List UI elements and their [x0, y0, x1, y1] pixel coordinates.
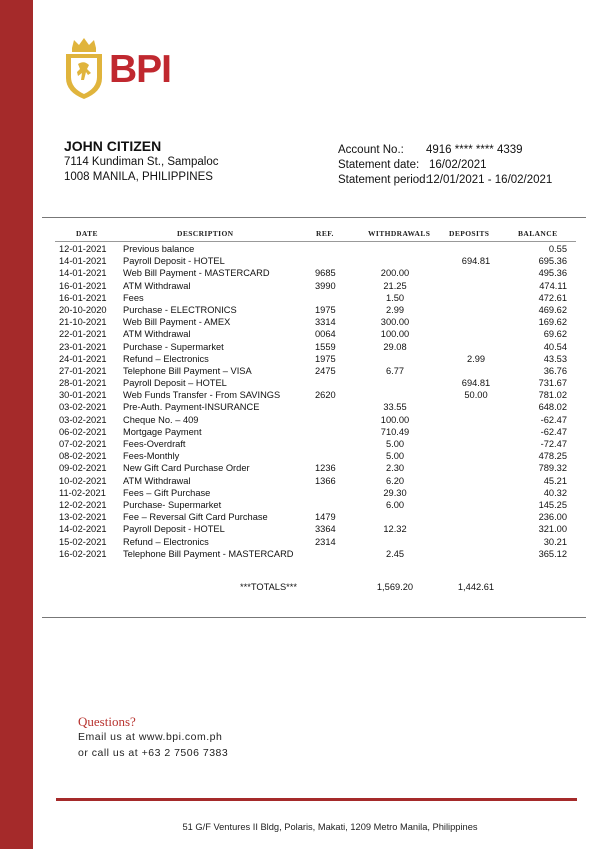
row-balance: -62.47: [540, 426, 567, 437]
row-date: 14-02-2021: [59, 524, 107, 535]
row-date: 14-01-2021: [59, 268, 107, 279]
row-balance: -62.47: [540, 414, 567, 425]
table-row: [0, 389, 600, 401]
header-deposits: DEPOSITS: [449, 229, 490, 238]
crowned-lion-shield-icon: [64, 38, 104, 100]
row-balance: 236.00: [538, 512, 567, 523]
row-ref: 1479: [315, 512, 336, 523]
table-row: [0, 377, 600, 389]
bottom-divider: [42, 617, 586, 618]
row-withdrawal: 1.50: [385, 292, 405, 303]
row-balance: 0.55: [548, 244, 567, 254]
row-date: 03-02-2021: [59, 402, 107, 413]
row-balance: 45.21: [543, 475, 567, 486]
row-description: Payroll Deposit - HOTEL: [123, 524, 225, 535]
row-description: Fee – Reversal Gift Card Purchase: [123, 512, 268, 523]
row-ref: 1559: [315, 341, 336, 352]
row-balance: 145.25: [538, 499, 567, 510]
row-date: 11-02-2021: [59, 487, 106, 498]
row-date: 03-02-2021: [59, 414, 107, 425]
table-row: [0, 438, 600, 450]
table-row: [0, 536, 600, 548]
account-info-block: [338, 143, 552, 188]
totals-withdrawals: 1,569.20: [376, 582, 414, 592]
row-withdrawal: 6.00: [385, 499, 405, 510]
row-withdrawal: 12.32: [383, 524, 407, 535]
row-date: 15-02-2021: [59, 536, 107, 547]
row-date: 20-10-2020: [59, 304, 107, 315]
row-balance: 472.61: [538, 292, 567, 303]
row-withdrawal: 100.00: [380, 414, 410, 425]
row-description: Fees – Gift Purchase: [123, 487, 211, 498]
row-balance: 781.02: [538, 390, 567, 401]
account-number-row: [338, 143, 552, 158]
row-description: Cheque No. – 409: [123, 414, 199, 425]
row-ref: 1975: [315, 353, 336, 364]
row-date: 12-01-2021: [59, 244, 107, 254]
row-date: 16-01-2021: [59, 280, 107, 291]
row-date: 16-02-2021: [59, 548, 107, 559]
table-row: [0, 292, 600, 304]
footer-address: 51 G/F Ventures II Bldg, Polaris, Makati, 1209 Metro Manila, Philippines: [182, 822, 478, 832]
table-row: [0, 316, 600, 328]
row-balance: 365.12: [538, 548, 567, 559]
row-date: 07-02-2021: [59, 439, 107, 449]
table-row: [0, 548, 600, 560]
contact-phone[interactable]: or call us at +63 2 7506 7383: [78, 746, 229, 759]
header-balance: BALANCE: [518, 229, 558, 238]
row-withdrawal: 6.77: [385, 365, 405, 376]
bpi-logo-text: BPI: [109, 47, 172, 91]
row-description: New Gift Card Purchase Order: [123, 463, 250, 474]
row-description: Pre-Auth. Payment-INSURANCE: [123, 402, 260, 413]
table-row: [0, 414, 600, 426]
row-balance: 40.32: [543, 487, 567, 498]
row-date: 24-01-2021: [59, 353, 107, 364]
bpi-logo: [64, 38, 171, 100]
row-deposit: 50.00: [464, 390, 488, 401]
table-row: [0, 426, 600, 438]
row-withdrawal: 33.55: [383, 402, 407, 413]
statement-date-label: Statement date:: [338, 159, 420, 171]
customer-address-block: [64, 138, 219, 184]
row-balance: 30.21: [543, 536, 567, 547]
row-description: Previous balance: [123, 244, 195, 254]
row-description: Telephone Bill Payment - MASTERCARD: [123, 548, 294, 559]
statement-date-row: [338, 158, 552, 173]
row-balance: 695.36: [538, 256, 567, 267]
row-withdrawal: 21.25: [383, 280, 407, 291]
table-row: [0, 328, 600, 340]
row-ref: 3314: [315, 317, 336, 328]
row-date: 12-02-2021: [59, 499, 107, 510]
row-deposit: 694.81: [461, 256, 491, 267]
row-ref: 2620: [315, 390, 336, 401]
row-date: 16-01-2021: [59, 292, 107, 303]
row-ref: 1366: [315, 475, 336, 486]
row-balance: 69.62: [543, 329, 567, 340]
row-withdrawal: 2.45: [385, 548, 405, 559]
row-ref: 3364: [315, 524, 336, 535]
row-withdrawal: 2.99: [385, 304, 405, 315]
statement-period-row: [338, 173, 552, 188]
row-balance: 36.76: [543, 365, 567, 376]
row-ref: 0064: [315, 329, 336, 340]
row-date: 23-01-2021: [59, 341, 107, 352]
row-withdrawal: 710.49: [380, 426, 410, 437]
address-line-2: 1008 MANILA, PHILIPPINES: [64, 170, 213, 183]
row-balance: 474.11: [539, 280, 567, 291]
row-date: 21-10-2021: [59, 317, 107, 328]
row-balance: 495.36: [538, 268, 567, 279]
table-row: [0, 365, 600, 377]
row-date: 22-01-2021: [59, 329, 107, 340]
row-deposit: 2.99: [466, 353, 486, 364]
row-balance: 321.00: [538, 524, 567, 535]
table-row: [0, 487, 600, 499]
row-description: Refund – Electronics: [123, 536, 209, 547]
row-ref: 2475: [315, 365, 336, 376]
row-date: 28-01-2021: [59, 378, 107, 389]
row-description: Web Funds Transfer - From SAVINGS: [123, 390, 281, 401]
row-balance: 731.67: [538, 378, 567, 389]
row-date: 10-02-2021: [59, 475, 107, 486]
row-date: 14-01-2021: [59, 256, 107, 267]
statement-date-value: 16/02/2021: [429, 159, 487, 171]
table-row: [0, 280, 600, 292]
row-date: 13-02-2021: [59, 512, 107, 523]
row-date: 30-01-2021: [59, 390, 107, 401]
row-balance: 789.32: [538, 463, 567, 474]
table-row: [0, 304, 600, 316]
row-date: 08-02-2021: [59, 451, 107, 462]
header-description: DESCRIPTION: [177, 229, 234, 238]
header-underline: [55, 241, 576, 242]
row-deposit: 694.81: [461, 378, 491, 389]
header-withdrawals: WITHDRAWALS: [368, 229, 431, 238]
row-description: Fees: [123, 292, 144, 303]
table-row: [0, 401, 600, 413]
row-balance: -72.47: [540, 439, 567, 449]
row-description: Mortgage Payment: [123, 426, 202, 437]
table-row: [0, 267, 600, 279]
transactions-table-body: [0, 243, 600, 560]
row-withdrawal: 5.00: [385, 451, 405, 462]
table-row: [0, 243, 600, 255]
row-balance: 469.62: [538, 304, 567, 315]
header-date: DATE: [76, 229, 98, 238]
row-balance: 478.25: [538, 451, 567, 462]
customer-name: JOHN CITIZEN: [64, 138, 162, 154]
row-withdrawal: 300.00: [380, 317, 410, 328]
row-description: ATM Withdrawal: [123, 280, 191, 291]
row-description: Payroll Deposit – HOTEL: [123, 378, 227, 389]
header-ref: REF.: [316, 229, 334, 238]
row-date: 09-02-2021: [59, 463, 107, 474]
row-balance: 40.54: [543, 341, 567, 352]
table-row: [0, 353, 600, 365]
row-description: Web Bill Payment - AMEX: [123, 317, 231, 328]
row-description: Refund – Electronics: [123, 353, 209, 364]
table-row: [0, 450, 600, 462]
row-withdrawal: 29.30: [383, 487, 407, 498]
row-withdrawal: 5.00: [385, 439, 405, 449]
row-ref: 1236: [315, 463, 336, 474]
row-withdrawal: 200.00: [380, 268, 410, 279]
row-description: Web Bill Payment - MASTERCARD: [123, 268, 270, 279]
top-divider: [42, 217, 586, 218]
table-row: [0, 255, 600, 267]
row-date: 27-01-2021: [59, 365, 107, 376]
row-description: ATM Withdrawal: [123, 329, 191, 340]
table-header: [0, 229, 600, 241]
row-description: Payroll Deposit - HOTEL: [123, 256, 225, 267]
row-ref: 9685: [315, 268, 336, 279]
row-description: Purchase - Supermarket: [123, 341, 224, 352]
totals-deposits: 1,442.61: [457, 582, 495, 592]
contact-block: [78, 730, 228, 761]
row-ref: 2314: [315, 536, 336, 547]
row-balance: 169.62: [538, 317, 567, 328]
table-row: [0, 523, 600, 535]
account-number-value: 4916 **** **** 4339: [426, 144, 523, 156]
questions-heading: Questions?: [78, 714, 136, 729]
row-balance: 43.53: [543, 353, 567, 364]
table-row: [0, 462, 600, 474]
address-line-1: 7114 Kundiman St., Sampaloc: [64, 156, 219, 168]
row-balance: 648.02: [538, 402, 567, 413]
row-date: 06-02-2021: [59, 426, 107, 437]
account-number-label: Account No.:: [338, 144, 404, 156]
table-row: [0, 341, 600, 353]
row-description: ATM Withdrawal: [123, 475, 191, 486]
row-ref: 3990: [315, 280, 336, 291]
row-description: Purchase- Supermarket: [123, 499, 222, 510]
row-ref: 1975: [315, 304, 336, 315]
row-description: Purchase - ELECTRONICS: [123, 304, 237, 315]
totals-label: ***TOTALS***: [240, 582, 298, 592]
row-withdrawal: 2.30: [385, 463, 405, 474]
table-row: [0, 475, 600, 487]
table-row: [0, 511, 600, 523]
row-withdrawal: 100.00: [380, 329, 410, 340]
row-description: Fees-Overdraft: [123, 439, 186, 449]
contact-email[interactable]: Email us at www.bpi.com.ph: [78, 731, 223, 743]
row-withdrawal: 6.20: [385, 475, 405, 486]
footer-divider: [56, 798, 577, 801]
row-description: Fees-Monthly: [123, 451, 180, 462]
row-description: Telephone Bill Payment – VISA: [123, 365, 252, 376]
row-withdrawal: 29.08: [383, 341, 407, 352]
statement-period-value: 12/01/2021 - 16/02/2021: [427, 174, 553, 186]
statement-period-label: Statement period:: [338, 174, 429, 186]
table-row: [0, 499, 600, 511]
